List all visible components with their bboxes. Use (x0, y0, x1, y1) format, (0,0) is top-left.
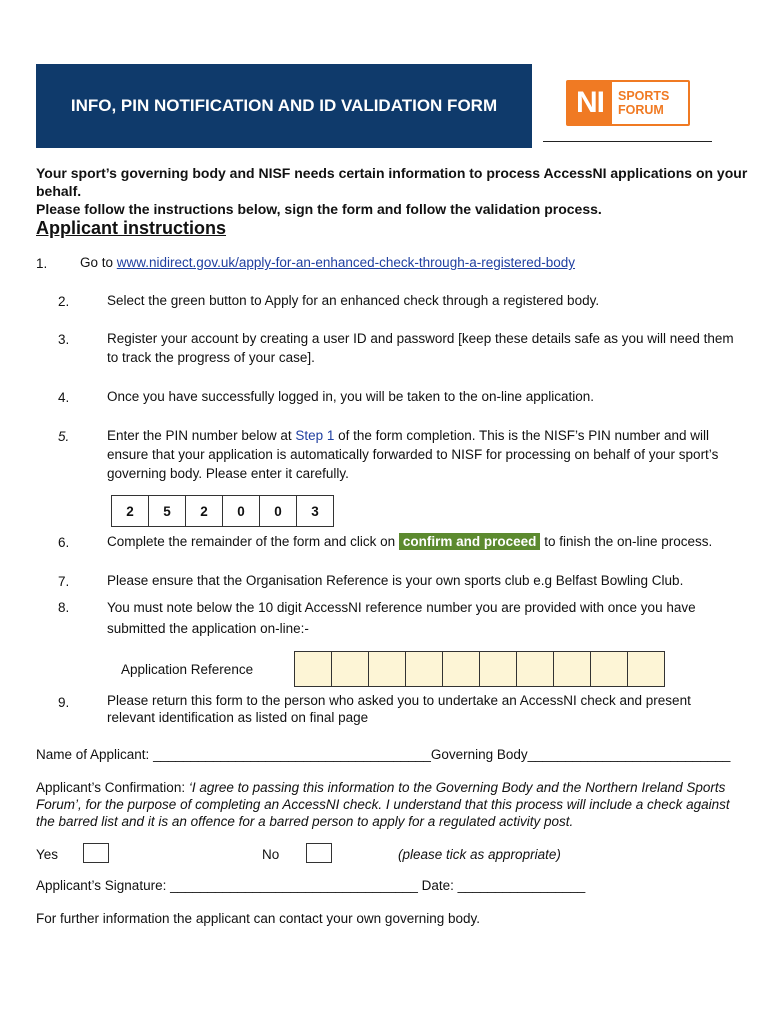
step-7-number: 7. (58, 574, 70, 589)
step-3-number: 3. (58, 332, 70, 347)
signature-date-line[interactable]: Applicant’s Signature: _________________________________ Date: _________________ (36, 878, 586, 893)
nisf-logo (566, 80, 690, 126)
intro-line1: Your sport’s governing body and NISF needs certain information to process AccessNI applications on your behalf. (36, 165, 748, 199)
reference-digit-box[interactable] (295, 652, 332, 687)
step-3-text: Register your account by creating a user ID and password [keep these details safe as you will need them to track the progress of your case]. (107, 331, 734, 365)
step-1-reference: Step 1 (295, 428, 335, 443)
step-1-text (80, 253, 575, 272)
step-6-pre: Complete the remainder of the form and click on (107, 534, 399, 549)
no-label: No (262, 847, 280, 862)
step-8-number: 8. (58, 600, 70, 615)
pin-digit: 2 (112, 496, 149, 527)
step-2-number: 2. (58, 294, 70, 309)
pin-digit: 5 (149, 496, 186, 527)
confirm-proceed-badge: confirm and proceed (399, 533, 541, 550)
step-5-text (107, 426, 739, 483)
step-1-number: 1. (36, 256, 48, 271)
further-information-text: For further information the applicant can contact your own governing body. (36, 911, 480, 926)
yes-checkbox[interactable] (83, 843, 109, 863)
form-title: INFO, PIN NOTIFICATION AND ID VALIDATION FORM (70, 96, 498, 115)
step-5-number: 5. (58, 429, 70, 444)
section-heading: Applicant instructions (36, 218, 227, 238)
form-title-banner (36, 64, 532, 148)
logo-ni: NI (568, 82, 612, 124)
logo-line1: SPORTS (618, 89, 670, 103)
step-6-number: 6. (58, 535, 70, 550)
tick-hint: (please tick as appropriate) (398, 847, 561, 862)
confirmation-label: Applicant’s Confirmation: (36, 780, 189, 795)
step-8-text: You must note below the 10 digit AccessNI reference number you are provided with once you have submitted the application on-line:- (107, 600, 696, 636)
reference-digit-box[interactable] (628, 652, 665, 687)
step-6-text (107, 532, 747, 551)
pin-digit: 0 (260, 496, 297, 527)
reference-digit-box[interactable] (591, 652, 628, 687)
reference-digit-box[interactable] (443, 652, 480, 687)
nidirect-link[interactable]: www.nidirect.gov.uk/apply-for-an-enhanced-check-through-a-registered-body (116, 255, 576, 270)
step-9-number: 9. (58, 695, 70, 710)
step-4-text: Once you have successfully logged in, you will be taken to the on-line application. (107, 389, 595, 404)
confirmation-text: ‘I agree to passing this information to the Governing Body and the Northern Ireland Sports Forum’, for the purpose of completing an AccessNI check. I understand that this process will include a check against the barred list and it is an offence for a barred person to apply for a regulated activity post. (36, 780, 730, 829)
pin-digit: 3 (297, 496, 334, 527)
intro-text (36, 164, 748, 218)
application-reference-boxes (294, 651, 665, 687)
reference-digit-box[interactable] (406, 652, 443, 687)
logo-text (612, 89, 669, 117)
intro-line2: Please follow the instructions below, sign the form and follow the validation process. (36, 201, 602, 217)
application-reference-label: Application Reference (121, 662, 254, 677)
divider-line (543, 141, 712, 142)
step-4-number: 4. (58, 390, 70, 405)
name-governing-body-line[interactable]: Name of Applicant: _____________________________________Governing Body___________________________ (36, 747, 731, 762)
yes-label: Yes (36, 847, 59, 862)
pin-digit: 0 (223, 496, 260, 527)
no-checkbox[interactable] (306, 843, 332, 863)
step-1-prefix: Go to (80, 255, 117, 270)
logo-line2: FORUM (618, 103, 664, 117)
reference-digit-box[interactable] (517, 652, 554, 687)
pin-digit: 2 (186, 496, 223, 527)
reference-digit-box[interactable] (369, 652, 406, 687)
reference-digit-box[interactable] (480, 652, 517, 687)
reference-digit-box[interactable] (332, 652, 369, 687)
step-5-post: of the form completion. This is the NISF’s PIN number and will ensure that your application is automatically forwarded to NISF for processing on behalf of your sport’s governing body. Please enter it carefully. (107, 428, 719, 481)
step-7-text: Please ensure that the Organisation Reference is your own sports club e.g Belfast Bowling Club. (107, 573, 684, 588)
applicant-confirmation (36, 779, 736, 830)
step-2-text: Select the green button to Apply for an enhanced check through a registered body. (107, 293, 600, 308)
step-9-text: Please return this form to the person who asked you to undertake an AccessNI check and present relevant identification as listed on final page (107, 693, 691, 725)
step-5-pre: Enter the PIN number below at (107, 428, 296, 443)
reference-digit-box[interactable] (554, 652, 591, 687)
pin-table (111, 495, 334, 527)
step-6-post: to finish the on-line process. (540, 534, 713, 549)
